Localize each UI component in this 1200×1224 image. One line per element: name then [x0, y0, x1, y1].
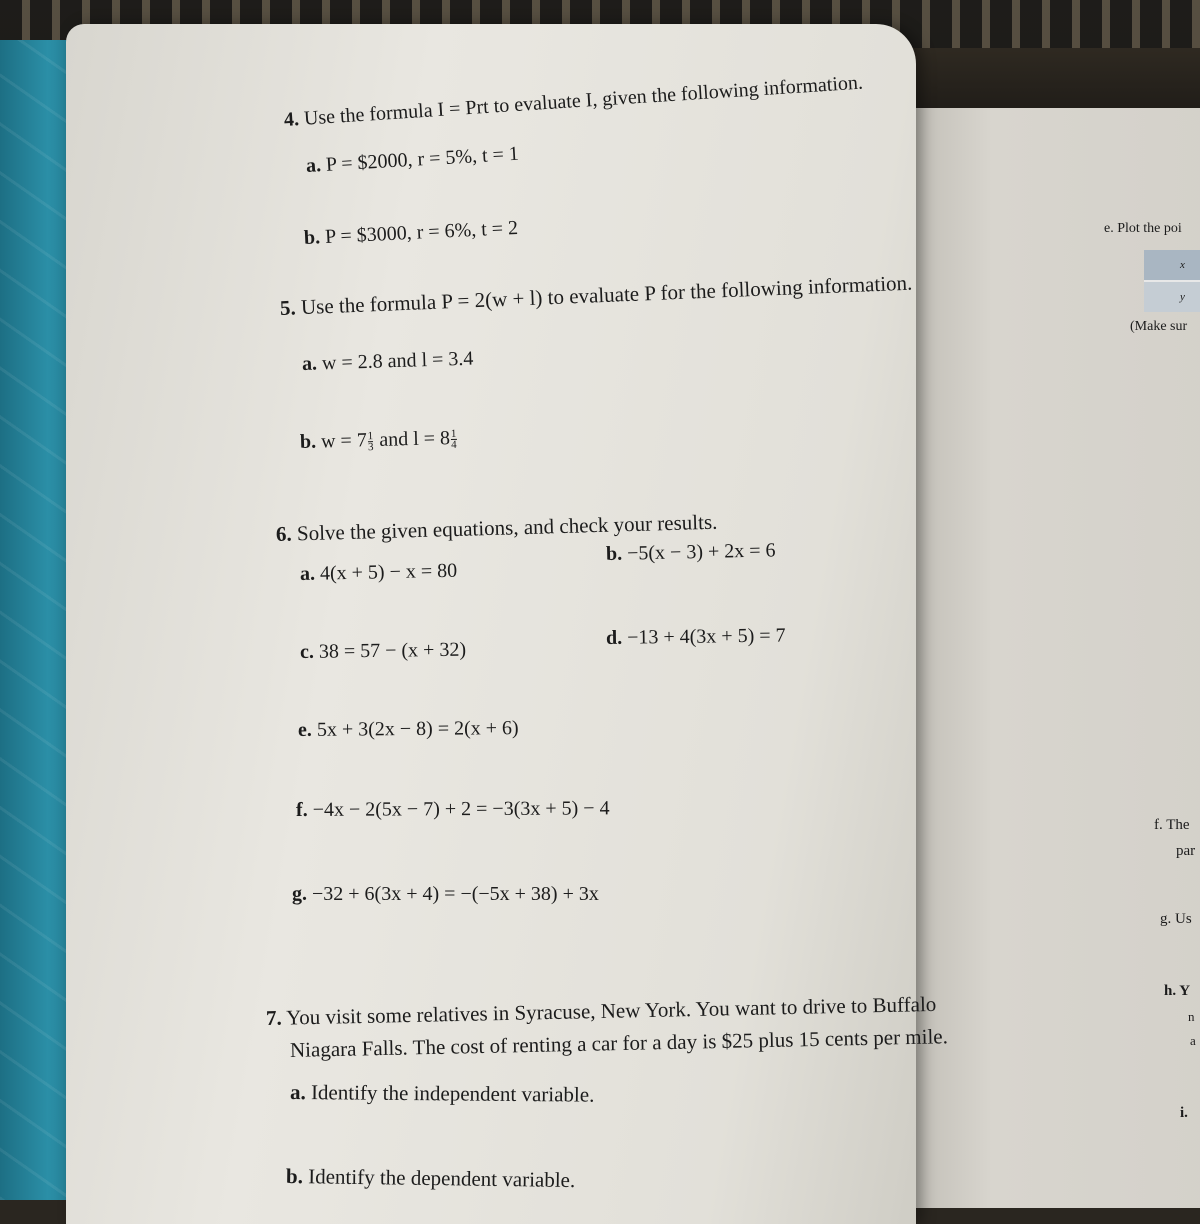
right-page-item-h-a: a: [1190, 1033, 1196, 1048]
fraction-one-third: $\frac{1}{3}$: [367, 429, 374, 454]
right-page-make-sure: (Make sur: [1130, 319, 1188, 334]
right-page-item-h-n: n: [1188, 1009, 1195, 1024]
question-6d: [606, 625, 786, 648]
question-6d-text: −13 + 4(3x + 5) = 7: [626, 624, 786, 649]
question-7b-label: b.: [285, 1164, 304, 1189]
question-5b-w: w = 7: [320, 429, 368, 453]
question-7-number: 7.: [265, 1005, 282, 1030]
question-6d-label: d.: [605, 626, 623, 649]
question-6c-label: c.: [299, 640, 315, 663]
right-page-item-f-cont: par: [1176, 843, 1196, 859]
table-y-label: y: [1180, 291, 1185, 303]
question-6f-text: −4x − 2(5x − 7) + 2 = −3(3x + 5) − 4: [312, 797, 610, 821]
question-4b-label: b.: [303, 226, 321, 249]
question-6a-label: a.: [299, 562, 316, 585]
table-row-x: [1144, 250, 1200, 280]
question-6g-label: g.: [292, 883, 307, 905]
question-6a: [300, 561, 458, 584]
right-page-item-g: g. Us: [1160, 911, 1192, 927]
question-4-text: Use the formula I = Prt to evaluate I, given the following information.: [303, 71, 864, 130]
question-6f: [296, 798, 610, 820]
question-4a-text: P = $2000, r = 5%, t = 1: [325, 142, 520, 176]
right-page-xy-table: [1144, 250, 1200, 312]
question-5-text: Use the formula P = 2(w + l) to evaluate P for the following information.: [300, 270, 913, 320]
question-6c: [300, 640, 466, 662]
table-x-label: x: [1180, 259, 1185, 271]
question-6b-text: −5(x − 3) + 2x = 6: [626, 539, 776, 565]
right-page-item-f: f. The: [1154, 817, 1190, 833]
question-6-text: Solve the given equations, and check your results.: [296, 509, 718, 546]
right-page-item-i: i.: [1180, 1105, 1188, 1121]
question-7a-label: a.: [289, 1080, 306, 1105]
question-6a-text: 4(x + 5) − x = 80: [319, 559, 458, 585]
question-5b-label: b.: [299, 430, 317, 453]
question-6e-label: e.: [297, 718, 312, 741]
right-page-item-e: e. Plot the poi: [1104, 221, 1182, 236]
question-7b: [286, 1166, 576, 1191]
question-7a-text: Identify the independent variable.: [310, 1080, 595, 1107]
question-5b: [300, 428, 458, 454]
table-row-y: [1144, 280, 1200, 312]
question-6e-text: 5x + 3(2x − 8) = 2(x + 6): [316, 717, 519, 741]
question-6-number: 6.: [275, 521, 293, 546]
question-6e: [298, 718, 519, 740]
question-6f-label: f.: [295, 798, 308, 821]
question-6b-label: b.: [605, 542, 623, 565]
question-5a: [302, 349, 474, 374]
question-5b-l: and l = 8: [379, 427, 451, 451]
question-6c-text: 38 = 57 − (x + 32): [318, 638, 467, 663]
question-7b-text: Identify the dependent variable.: [308, 1164, 576, 1193]
question-4a-label: a.: [305, 154, 322, 177]
question-4-number: 4.: [283, 108, 300, 131]
question-5a-label: a.: [301, 352, 318, 375]
question-6g-text: −32 + 6(3x + 4) = −(−5x + 38) + 3x: [312, 883, 599, 905]
question-5a-text: w = 2.8 and l = 3.4: [321, 347, 474, 375]
question-7-text-line-2: Niagara Falls. The cost of renting a car for a day is $25 plus 15 cents per mile.: [289, 1024, 949, 1062]
right-page-item-h: h. Y: [1164, 983, 1191, 999]
question-7a: [290, 1082, 595, 1106]
question-5-number: 5.: [279, 295, 297, 320]
fraction-one-quarter: $\frac{1}{4}$: [450, 427, 457, 451]
question-7-text-line-1: You visit some relatives in Syracuse, New York. You want to drive to Buffalo: [285, 991, 937, 1030]
question-6b: [606, 540, 776, 564]
question-6g: [292, 884, 599, 904]
question-4b-text: P = $3000, r = 6%, t = 2: [324, 216, 519, 248]
